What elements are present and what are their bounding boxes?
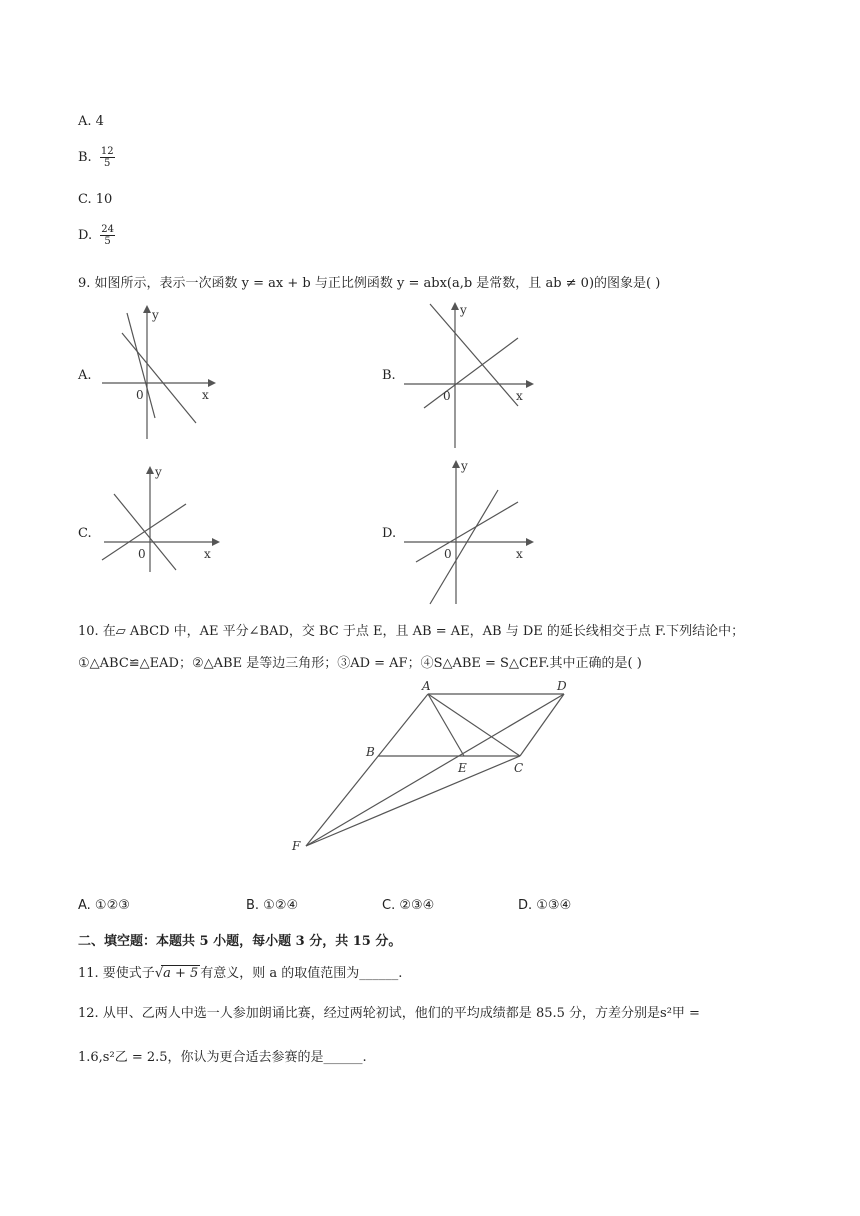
- q12-line2: 1.6,s²乙 = 2.5，你认为更合适去参赛的是______.: [78, 1050, 367, 1065]
- point-d-label: D: [557, 679, 567, 693]
- segment-df: [306, 694, 564, 846]
- axis-y-label: y: [152, 308, 159, 322]
- point-e-label: E: [458, 761, 467, 775]
- q9-graph-c: [100, 462, 224, 574]
- q8-option-d-fraction: [100, 224, 115, 247]
- x-axis-arrow: [212, 538, 220, 546]
- line-proportional: [416, 502, 518, 562]
- q12-line1: 12. 从甲、乙两人中选一人参加朗诵比赛，经过两轮初试，他们的平均成绩都是 85.5 分，方差分别是s²甲 =: [78, 1006, 700, 1021]
- q8-option-c: C. 10: [78, 192, 113, 207]
- origin-label: 0: [136, 388, 144, 402]
- q10-option-a: A. ①②③: [78, 898, 130, 913]
- y-axis-arrow: [452, 460, 460, 468]
- section-2-heading: 二、填空题：本题共 5 小题，每小题 3 分，共 15 分。: [78, 934, 402, 949]
- point-a-label: A: [422, 679, 431, 693]
- axis-x-label: x: [516, 389, 523, 403]
- q8-option-b: [78, 146, 115, 169]
- axis-y-label: y: [460, 303, 467, 317]
- frac-num: 24: [101, 224, 114, 235]
- line-steep: [127, 313, 155, 418]
- line-increasing: [424, 338, 518, 408]
- axis-y-label: y: [155, 465, 162, 479]
- q9-label-a: A.: [78, 368, 92, 383]
- origin-label: 0: [443, 389, 451, 403]
- point-f-label: F: [292, 839, 301, 853]
- origin-label: 0: [138, 547, 146, 561]
- x-axis-arrow: [526, 380, 534, 388]
- axis-x-label: x: [202, 388, 209, 402]
- segment-ae: [428, 694, 464, 756]
- q11-radicand: a + 5: [163, 966, 199, 981]
- y-axis-arrow: [451, 302, 459, 310]
- q8-option-a: A. 4: [78, 114, 104, 129]
- frac-den: 5: [104, 158, 111, 169]
- x-axis-arrow: [208, 379, 216, 387]
- origin-label: 0: [444, 547, 452, 561]
- q10-line2: ①△ABC≌△EAD；②△ABE 是等边三角形；③AD = AF；④S△ABE = S△CEF.其中正确的是( ): [78, 656, 642, 671]
- q11-post: 有意义，则 a 的取值范围为______.: [200, 966, 403, 981]
- segment-af: [306, 694, 428, 846]
- q10-option-d: D. ①③④: [518, 898, 572, 913]
- q9-stem: 9. 如图所示，表示一次函数 y = ax + b 与正比例函数 y = abx(a,b 是常数，且 ab ≠ 0)的图象是( ): [78, 276, 661, 291]
- x-axis-arrow: [526, 538, 534, 546]
- line-linear: [430, 490, 498, 604]
- q9-graph-a: [100, 303, 220, 443]
- q9-label-c: C.: [78, 526, 92, 541]
- y-axis-arrow: [143, 305, 151, 313]
- sqrt-sign: √: [154, 966, 164, 981]
- y-axis-arrow: [146, 466, 154, 474]
- axis-x-label: x: [516, 547, 523, 561]
- segment-dc: [520, 694, 564, 756]
- q10-line1: 10. 在▱ ABCD 中，AE 平分∠BAD，交 BC 于点 E，且 AB = AE，AB 与 DE 的延长线相交于点 F.下列结论中；: [78, 624, 745, 639]
- q8-option-b-fraction: [100, 146, 115, 169]
- q11-text: [78, 962, 402, 981]
- q9-label-d: D.: [382, 526, 397, 541]
- segment-cf: [306, 756, 520, 846]
- q8-option-b-label: B.: [78, 150, 92, 165]
- q9-label-b: B.: [382, 368, 396, 383]
- point-b-label: B: [366, 745, 375, 759]
- axis-y-label: y: [461, 459, 468, 473]
- q11-pre: 11. 要使式子: [78, 966, 155, 981]
- q9-graph-d: [400, 456, 540, 606]
- frac-num: 12: [100, 146, 114, 157]
- q8-option-d-label: D.: [78, 228, 93, 243]
- frac-den: 5: [104, 236, 111, 247]
- line-shallow: [122, 333, 196, 423]
- q8-option-d: [78, 224, 115, 247]
- q10-figure: [280, 676, 590, 860]
- q10-option-c: C. ②③④: [382, 898, 435, 913]
- point-c-label: C: [514, 761, 524, 775]
- axis-x-label: x: [204, 547, 211, 561]
- q9-graph-b: [400, 298, 540, 450]
- q10-option-b: B. ①②④: [246, 898, 299, 913]
